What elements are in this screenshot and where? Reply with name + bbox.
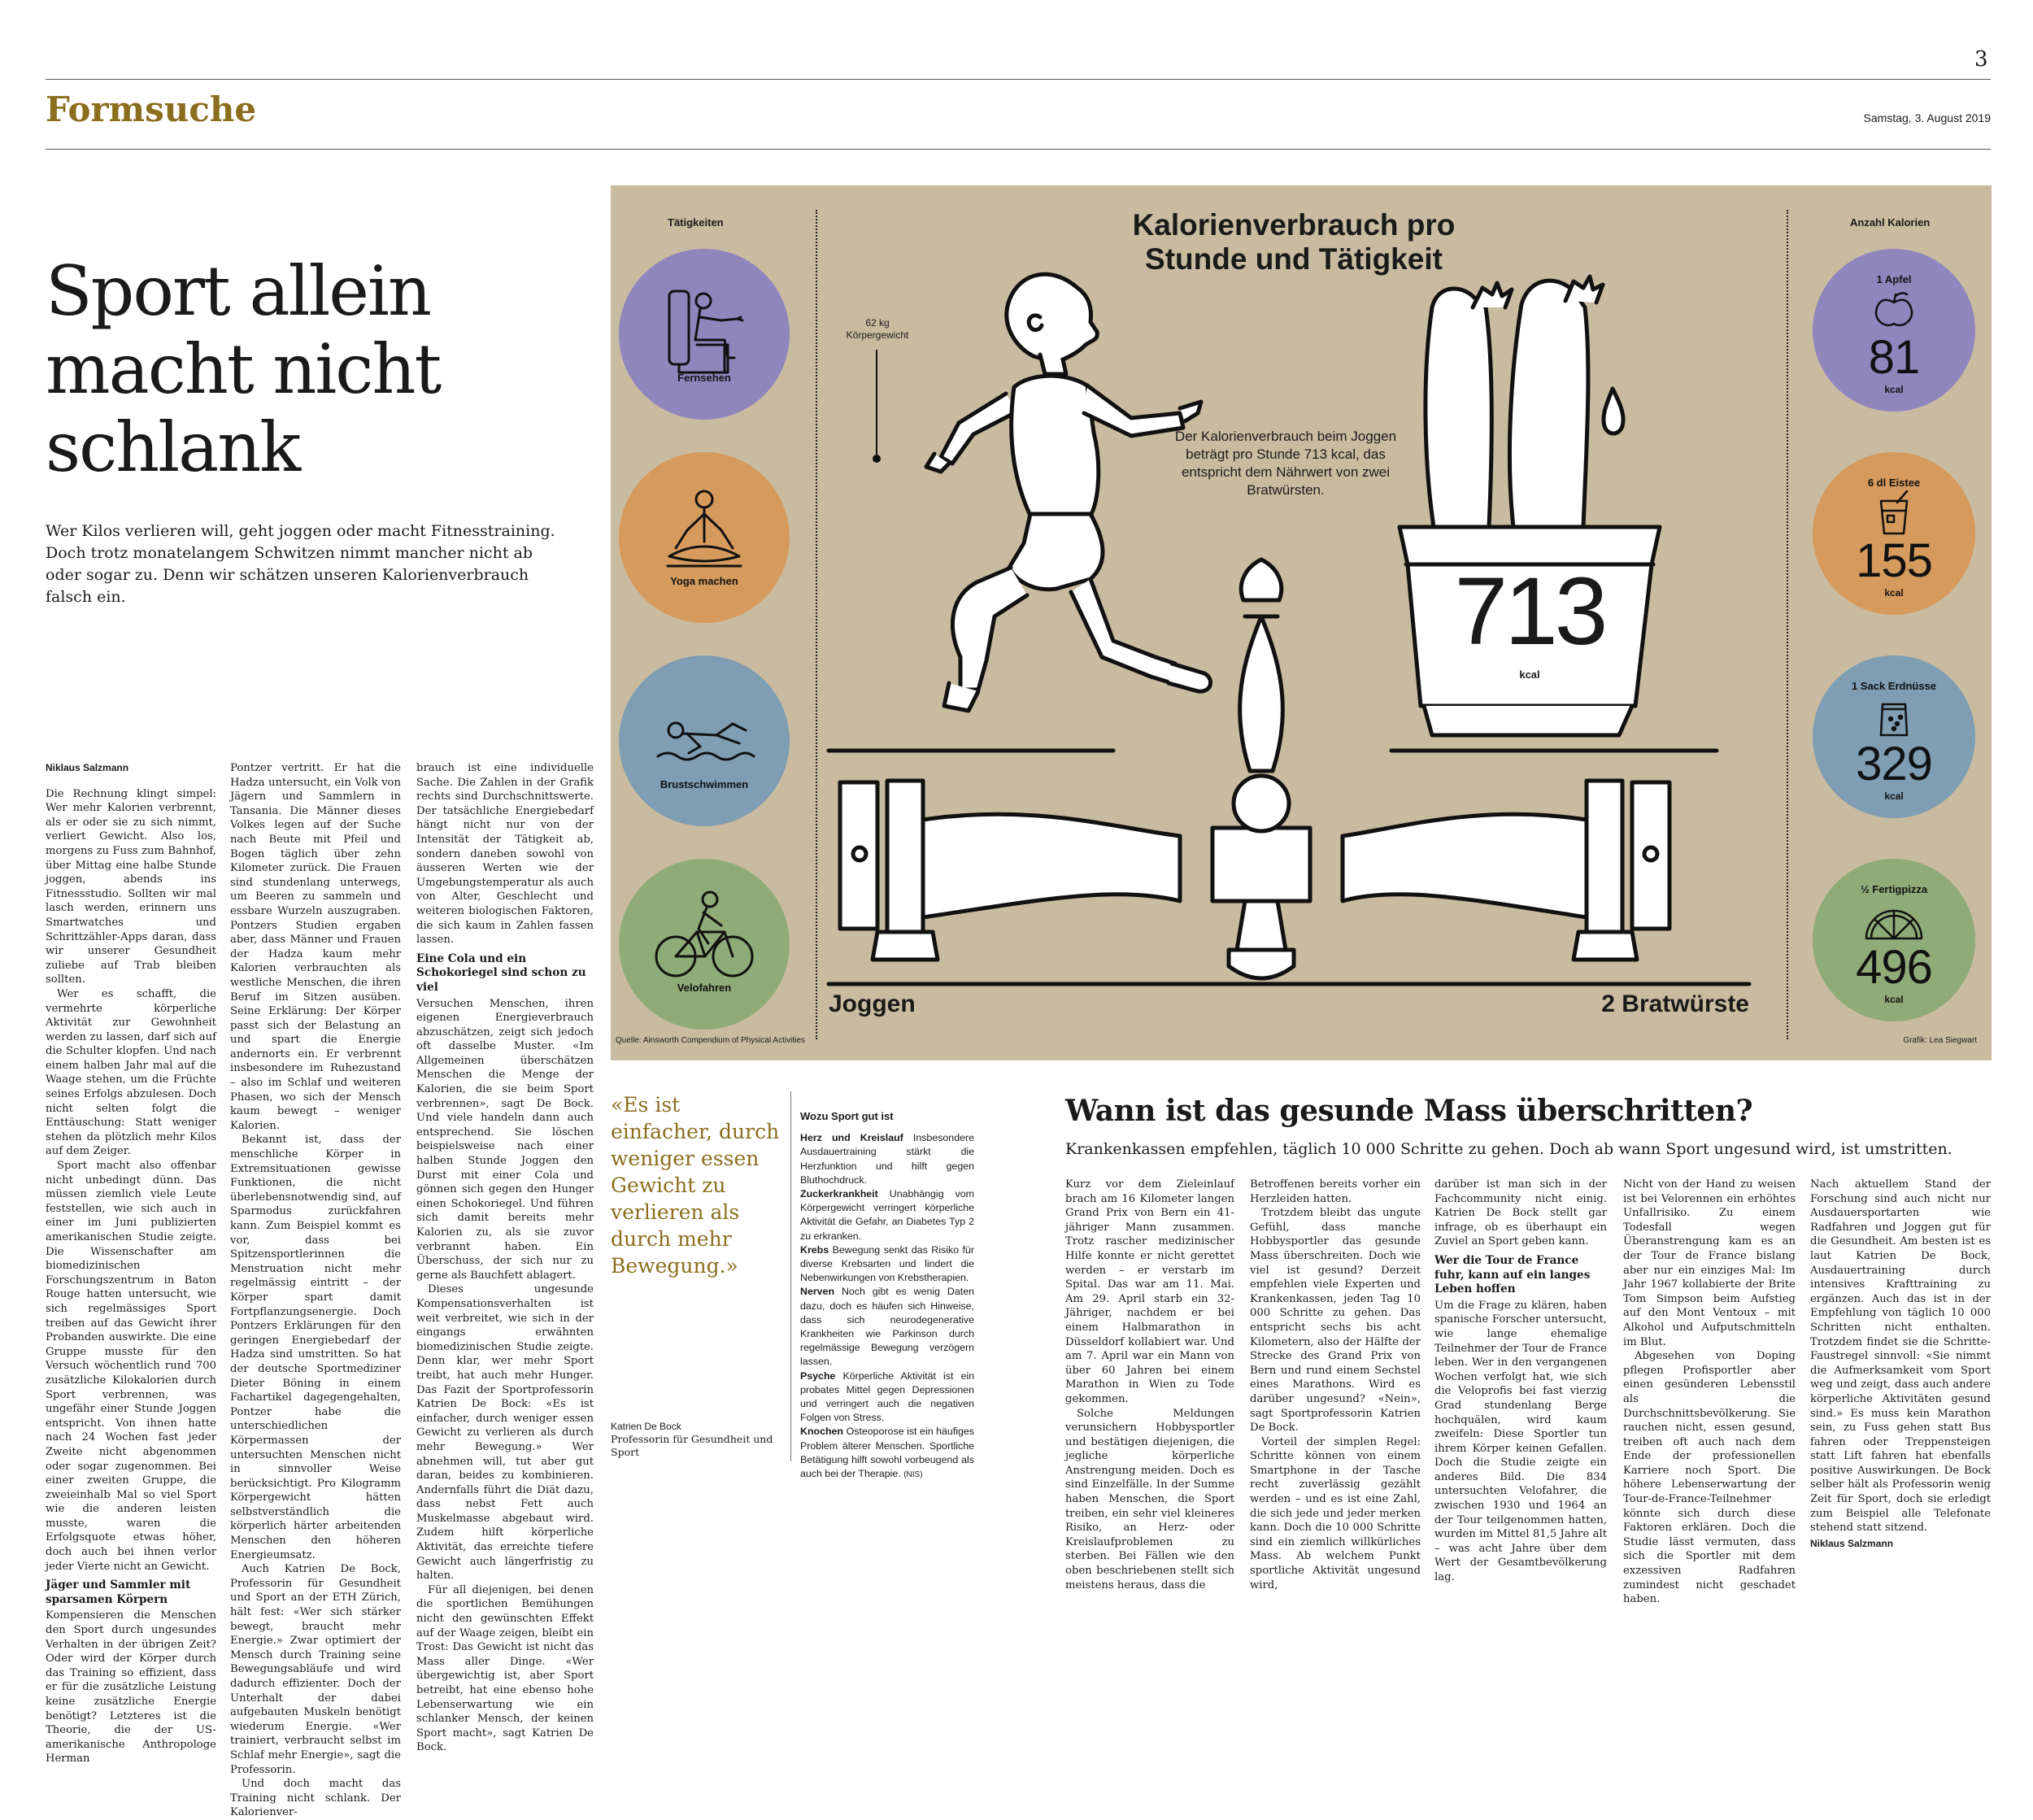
graphic-description: Der Kalorienverbrauch beim Joggen beträgt pro Stunde 713 kcal, das entspricht dem Nährwert von zwei Bratwürsten. [1174, 429, 1397, 498]
lead: Wer Kilos verlieren will, geht joggen oder macht Fitnesstraining. Doch trotz monatelangem Schwitzen nimmt mancher nicht ab oder sogar zu. Denn wir schätzen unseren Kalorienverbrauch falsch ein. [46, 522, 555, 606]
page-number: 3 [1974, 47, 1988, 72]
header-rule-bottom [46, 149, 1991, 150]
subheading: Jäger und Sammler mit sparsamen Körpern [46, 1578, 191, 1606]
paragraph: Bekannt ist, dass der menschliche Körper in Extremsituationen gewisse Funktionen, die nicht überlebensnotwendig sind, auf Sparmodus zurückfahren kann. Zum Beispiel kommt es vor, dass bei Spitzensportlerinnen die Menstruation nicht mehr regelmässig eintritt – der Körper spart damit Fortpflanzungsenergie. Doch Pontzers Erklärungen für den geringen Energiebedarf der Hadza sind umstritten. So hat der deutsche Sportmediziner Dieter Böning in einem Fachartikel dagegengehalten, Pontzer habe die unterschiedlichen Körpermassen der untersuchten Menschen nicht in sinnvoller Weise berücksichtigt. Pro Kilogramm Körpergewicht hätten selbstverständlich die körperlich härter arbeitenden Menschen den höheren Energieumsatz. [230, 1134, 401, 1561]
calories-header: Anzahl Kalorien [1850, 216, 1931, 229]
page-date: Samstag, 3. August 2019 [1863, 111, 1991, 124]
sidebar-item: Nerven Noch gibt es wenig Daten dazu, doch es häufen sich Hinweise, dass sich neurodegenerative Krankheiten wie Parkinson durch regelmässige Bewegung verzögern lassen. [800, 1286, 974, 1368]
paragraph: Pontzer vertritt. Er hat die Hadza untersucht, ein Volk von Jägern und Sammlern in Tansania. Die Männer dieses Volkes legen auf der Suche nach Beute mit Pfeil und Bogen täglich über zehn Kilometer zurück. Die Frauen sind stundenlang unterwegs, um Beeren zu sammeln und essbare Wurzeln auszugraben. Pontzers Studien ergaben aber, dass Männer und Frauen der Hadza kaum mehr Kalorien verbrauchten als westliche Menschen, die ihren Beruf im Sitzen ausüben. Seine Erklärung: Der Körper passt sich der Belastung an und spart die Energie andernorts ein. Er verbrennt insbesondere im Ruhezustand – also im Schlaf und weiteren Phasen, wo sich der Mensch kaum bewegt – weniger Kalorien. [230, 762, 401, 1132]
second-column-4 [1623, 1178, 1796, 1607]
sidebar-box [800, 1109, 974, 1482]
food-unit: kcal [1884, 384, 1904, 395]
second-headline: Wann ist das gesunde Mass überschritten? [1065, 1094, 1753, 1128]
second-author: Niklaus Salzmann [1810, 1537, 1894, 1549]
paragraph: Sport macht also offenbar nicht unbedingt dünn. Das müssen ziemlich viele Leute feststellen, wie sich auch in einer im Juni publizierten amerikanischen Studie zeigte. Die Wissenschafter am biomedizinischen Forschungszentrum in Baton Rouge hatten untersucht, wie sich regelmässiges Sport treiben auf das Gewicht ihrer Probanden auswirkte. Die eine Gruppe musste für den Versuch wöchentlich rund 700 zusätzliche Kilokalorien durch Sport verbrennen, was ungefähr einer Stunde Joggen entspricht. Von ihnen hatte nach 24 Wochen fast jeder Zweite nicht abgenommen oder sogar zugenommen. Bei einer zweiten Gruppe, die zweieinhalb Mal so viel Sport wie die anderen leisten musste, waren die Erfolgsquote etwas höher, doch auch bei ihnen verlor jeder Vierte nicht an Gewicht. [46, 1160, 216, 1573]
runner-and-sausages-illustration [611, 185, 1992, 1060]
sidebar-item: Psyche Körperliche Aktivität ist ein probates Mittel gegen Depressionen und verringert auch die negativen Folgen von Stress. [800, 1369, 974, 1424]
graphic-credit: Grafik: Lea Siegwart [1903, 1036, 1977, 1045]
paragraph: Versuchen Menschen, ihren eigenen Energieverbrauch abzuschätzen, zeigt sich jedoch oft dasselbe Muster. «Im Allgemeinen überschätzen Menschen die Menge der Kalorien, die sie beim Sport verbrennen», sagt De Bock. Und viele handeln dann auch entsprechend. Sie löschen beispielsweise nach einer halben Stunde Joggen den Durst mit einer Cola und gönnen sich gegen den Hunger einen Schokoriegel. Und führen sich damit bereits mehr Kalorien zu, als sie zuvor verbrannt haben. Ein Überschuss, der sich nur zu gerne als Bauchfett ablagert. [416, 997, 594, 1282]
paragraph: Nicht von der Hand zu weisen ist bei Velorennen ein erhöhtes Unfallrisiko. Zu einem Todesfall wegen Überanstrengung kam es an der Tour de France bislang aber nur ein einziges Mal: Im Jahr 1967 kollabierte der Brite Tom Simpson beim Aufstieg auf den Mont Ventoux – mit Alkohol und Aufputschmitteln im Blut. [1623, 1178, 1796, 1348]
food-unit: kcal [1884, 994, 1904, 1005]
paragraph: Wer es schafft, die vermehrte körperliche Aktivität zur Gewohnheit werden zu lassen, darf sich auf die Schulter klopfen. Und nach einem halben Jahr mal auf die Waage stehen, um die Früchte seines Erfolgs abzulesen. Doch nicht selten folgt die Enttäuschung: Statt weniger stehen da plötzlich mehr Kilos auf dem Zeiger. [46, 987, 216, 1158]
second-column-2 [1250, 1178, 1421, 1592]
second-column-1 [1065, 1178, 1234, 1592]
infographic [611, 185, 1992, 1060]
quote-role: Professorin für Gesundheit und Sport [611, 1433, 773, 1458]
subheading: Eine Cola und ein Schokoriegel sind schon zu viel [416, 951, 586, 994]
sidebar-item: Krebs Bewegung senkt das Risiko für diverse Krebsarten und lindert die Nebenwirkungen von Krebstherapien. [800, 1243, 974, 1284]
sidebar-item: Zuckerkrankheit Unabhängig vom Körpergewicht verringert körperliche Aktivität die Gefahr, an Diabetes Typ 2 zu erkranken. [800, 1188, 974, 1242]
article-column-2 [230, 761, 401, 1820]
food-value: 329 [1856, 738, 1932, 790]
weight-label: 62 kg Körpergewicht [846, 317, 909, 341]
article-column-1 [46, 761, 216, 1766]
paragraph: Kompensieren die Menschen den Sport durch ungesundes Verhalten in der übrigen Zeit? Oder wird der Körper durch das Training so effizient, dass er für die zusätzliche Leistung keine zusätzliche Energie benötigt? Letzteres ist die Theorie, die der US-amerikanische Anthropologe Herman [46, 1609, 216, 1766]
activity-label: Brustschwimmen [660, 778, 749, 790]
paragraph: Um die Frage zu klären, haben spanische Forscher untersucht, wie lange ehemalige Teilnehmer der Tour de France leben. Wer in den vergangenen Wochen verfolgt hat, wie sich die Veloprofis bei fast vierzig Grad stundenlang Berge hochquälen, wird kaum zweifeln: Diese Sportler tun ihrem Körper keinen Gefallen. Doch die Studie zeigte ein anderes Bild. Die 834 untersuchten Velofahrer, die zwischen 1930 und 1964 an der Tour teilgenommen hatten, wurden im Mittel 81,5 Jahre alt – was acht Jahre über dem Wert der Gesamtbevölkerung lag. [1434, 1299, 1607, 1584]
article-column-3 [416, 761, 594, 1755]
quote-name: Katrien De Bock [611, 1421, 681, 1432]
paragraph: Trotzdem bleibt das ungute Gefühl, dass manche Hobbysportler das gesunde Mass überschreiten. Doch wie viel ist gesund? Derzeit empfehlen viele Experten und Krankenkassen, jeden Tag 10 000 Schritte zu gehen. Das entspricht sechs bis acht Kilometern, also der Hälfte der Strecke des Grand Prix von Bern und rund einem Sechstel eines Marathons. Wird es darüber ungesund? «Nein», sagt Sportprofessorin Katrien De Bock. [1250, 1207, 1421, 1435]
big-kcal-number: 713 [1454, 558, 1605, 665]
paragraph: Kurz vor dem Zieleinlauf brach am 16 Kilometer langen Grand Prix von Bern ein 41-jähriger Mann zusammen. Trotz rascher medizinischer Hilfe konnte er nicht gerettet werden – er verstarb im Spital. Das war am 11. Mai. Am 29. April starb ein 32-Jähriger, nachdem er bei einem Halbmarathon in Düsseldorf kollabiert war. Und am 7. April war ein Mann von über 60 Jahren bei einem Marathon in Wien zu Tode gekommen. [1065, 1178, 1234, 1405]
paragraph: Für all diejenigen, bei denen die sportlichen Bemühungen nicht den gewünschten Effekt auf der Waage zeigen, bleibt ein Trost: Das Gewicht ist nicht das Mass aller Dinge. «Wer übergewichtig ist, aber Sport betreibt, hat eine ebenso hohe Lebenserwartung wie ein schlanker Mensch, der keinen Sport macht», sagt Katrien De Bock. [416, 1583, 594, 1754]
sidebar-item: Knochen Osteoporose ist ein häufiges Problem älterer Menschen. Sportliche Betätigung hilft sowohl vorbeugend als auch bei der Therapie. (NIS) [800, 1426, 974, 1480]
food-value: 496 [1856, 941, 1932, 994]
paragraph: Nach aktuellem Stand der Forschung sind auch nicht nur Ausdauersportarten wie Radfahren und Joggen gut für die Gesundheit. Am besten ist es laut Katrien De Bock, Ausdauertraining durch intensives Krafttraining zu ergänzen. Auch das ist in der Empfehlung von täglich 10 000 Schritten nicht enthalten. Trotzdem findet sie die Schritte-Faustregel sinnvoll: «Sie nimmt die Aufmerksamkeit vom Sport weg und zeigt, dass auch andere körperliche Aktivitäten gesund sind.» Es muss kein Marathon sein, zu Fuss gehen statt Bus fahren oder Treppensteigen statt Lift fahren hat ebenfalls positive Auswirkungen. De Bock selber hält als Professorin wenig Zeit für Sport, doch sie erledigt zum Beispiel alle Telefonate stehend statt sitzend. [1810, 1178, 1991, 1535]
food-title: 1 Sack Erdnüsse [1851, 680, 1937, 692]
author-byline: Niklaus Salzmann [46, 762, 129, 773]
paragraph: brauch ist eine individuelle Sache. Die Zahlen in der Grafik rechts sind Durchschnittswerte. Der tatsächliche Energiebedarf hängt nicht nur von der Intensität der Tätigkeit ab, sondern daneben sowohl von äusseren Werten wie der Umgebungstemperatur als auch von Alter, Geschlecht und weiteren biologischen Faktoren, die sich kaum in Zahlen fassen lassen. [416, 762, 594, 947]
food-unit: kcal [1884, 790, 1904, 802]
section-title: Formsuche [46, 89, 257, 129]
paragraph: Solche Meldungen verunsichern Hobbysportler und bestätigen diejenigen, die jegliche körperliche Anstrengung meiden. Doch es sind Einzelfälle. In der Summe haben Menschen, die Sport treiben, ein sehr viel kleineres Risiko, an Herz- oder Kreislaufproblemen zu sterben. Bei Fällen wie den oben beschriebenen stellt sich meistens heraus, dass die [1065, 1407, 1234, 1591]
food-unit: kcal [1884, 587, 1904, 599]
paragraph: Die Rechnung klingt simpel: Wer mehr Kalorien verbrennt, als er oder sie zu sich nimmt, verliert Gewicht. Also los, morgens zu Fuss zum Bahnhof, über Mittag eine halbe Stunde joggen, abends ins Fitnessstudio. Sollten wir mal lasch werden, erinnern uns Smartwatches und Schrittzähler-Apps daran, dass wir unserer Gesundheit zuliebe auf Trab bleiben sollten. [46, 787, 216, 986]
food-value: 155 [1856, 534, 1932, 587]
activities-header: Tätigkeiten [668, 216, 724, 229]
second-lead: Krankenkassen empfehlen, täglich 10 000 Schritte zu gehen. Doch ab wann Sport ungesund wird, ist umstritten. [1065, 1140, 1952, 1158]
food-title: 6 dl Eistee [1867, 477, 1921, 489]
paragraph: darüber ist man sich in der Fachcommunity nicht einig. Katrien De Bock stellt gar infrage, ob es überhaupt ein Zuviel an Sport geben kann. [1434, 1178, 1607, 1248]
quote-text: «Es ist einfacher, durch weniger essen Gewicht zu verlieren als durch mehr Bewegung.» [611, 1093, 780, 1278]
sidebar-title: Wozu Sport gut ist [800, 1110, 894, 1122]
paragraph: Betroffenen bereits vorher ein Herzleiden hatten. [1250, 1178, 1421, 1205]
quote-attribution [611, 1420, 780, 1459]
subheading: Wer die Tour de France fuhr, kann auf ein langes Leben hoffen [1434, 1253, 1591, 1296]
paragraph: Auch Katrien De Bock, Professorin für Gesundheit und Sport an der ETH Zürich, hält fest: «Wer sich stärker bewegt, braucht mehr Energie.» Zwar optimiert der Mensch durch Training seine Bewegungsabläufe und wird dadurch effizienter. Doch der Unterhalt der dabei aufgebauten Muskeln benötigt wiederum Energie. «Wer trainiert, verbraucht selbst im Schlaf mehr Energie», sagt die Professorin. [230, 1563, 401, 1776]
second-column-5 [1810, 1178, 1991, 1562]
activity-label: Fernsehen [677, 372, 731, 384]
paragraph: Und doch macht das Training nicht schlank. Der Kalorienver- [230, 1778, 401, 1819]
sidebar-item: Herz und Kreislauf Insbesondere Ausdauertraining stärkt die Herzfunktion und hilft gegen Bluthochdruck. [800, 1132, 974, 1186]
big-kcal-unit: kcal [1519, 668, 1540, 681]
paragraph: Dieses ungesunde Kompensationsverhalten ist weit verbreitet, wie sich in der eingangs erwähnten biomedizinischen Studie zeigte. Denn klar, wer mehr Sport treibt, hat auch mehr Hunger. Das Fazit der Sportprofessorin Katrien De Bock: «Es ist einfacher, durch weniger essen Gewicht zu verlieren als durch mehr Bewegung.» Wer abnehmen will, tut aber gut daran, beides zu kombinieren. Andernfalls führt die Diät dazu, dass nebst Fett auch Muskelmasse abgebaut wird. Zudem hilft körperliche Aktivität, das erreichte tiefere Gewicht auch längerfristig zu halten. [416, 1283, 594, 1583]
food-value: 81 [1868, 331, 1920, 384]
graphic-title: Kalorienverbrauch pro Stunde und Tätigkeit [1132, 208, 1456, 276]
second-column-3 [1434, 1178, 1607, 1585]
activity-label: Velofahren [677, 982, 732, 994]
food-title: 1 Apfel [1876, 273, 1912, 285]
quote-divider [790, 1091, 791, 1461]
header-rule-top [46, 79, 1991, 80]
food-title: ½ Fertigpizza [1860, 883, 1928, 895]
caption-joggen: Joggen [829, 991, 916, 1017]
pull-quote [611, 1091, 780, 1279]
paragraph: Vorteil der simplen Regel: Schritte können von einem Smartphone in der Tasche recht zuverlässig gezählt werden – und es ist eine Zahl, die sich jede und jeder merken kann. Doch die 10 000 Schritte sind ein ziemlich willkürliches Mass. Ab welchem Punkt sportliche Aktivität ungesund wird, [1250, 1435, 1421, 1591]
headline: Sport allein macht nicht schlank [46, 251, 441, 487]
activity-label: Yoga machen [670, 575, 738, 587]
caption-bratwuerste: 2 Bratwürste [1601, 991, 1749, 1017]
paragraph: Abgesehen von Doping pflegen Profisportler aber einen gesünderen Lebensstil als die Durchschnittsbevölkerung. Sie rauchen nicht, essen gesund, treiben oft auch nach dem Ende der professionellen Karriere noch Sport. Die höhere Lebenserwartung der Tour-de-France-Teilnehmer könnte sich durch diese Faktoren erklären. Doch die Studie lässt vermuten, dass sich die Sportler mit dem exzessiven Radfahren zumindest nicht geschadet haben. [1623, 1350, 1796, 1606]
graphic-source: Quelle: Ainsworth Compendium of Physical Activities [616, 1036, 805, 1045]
